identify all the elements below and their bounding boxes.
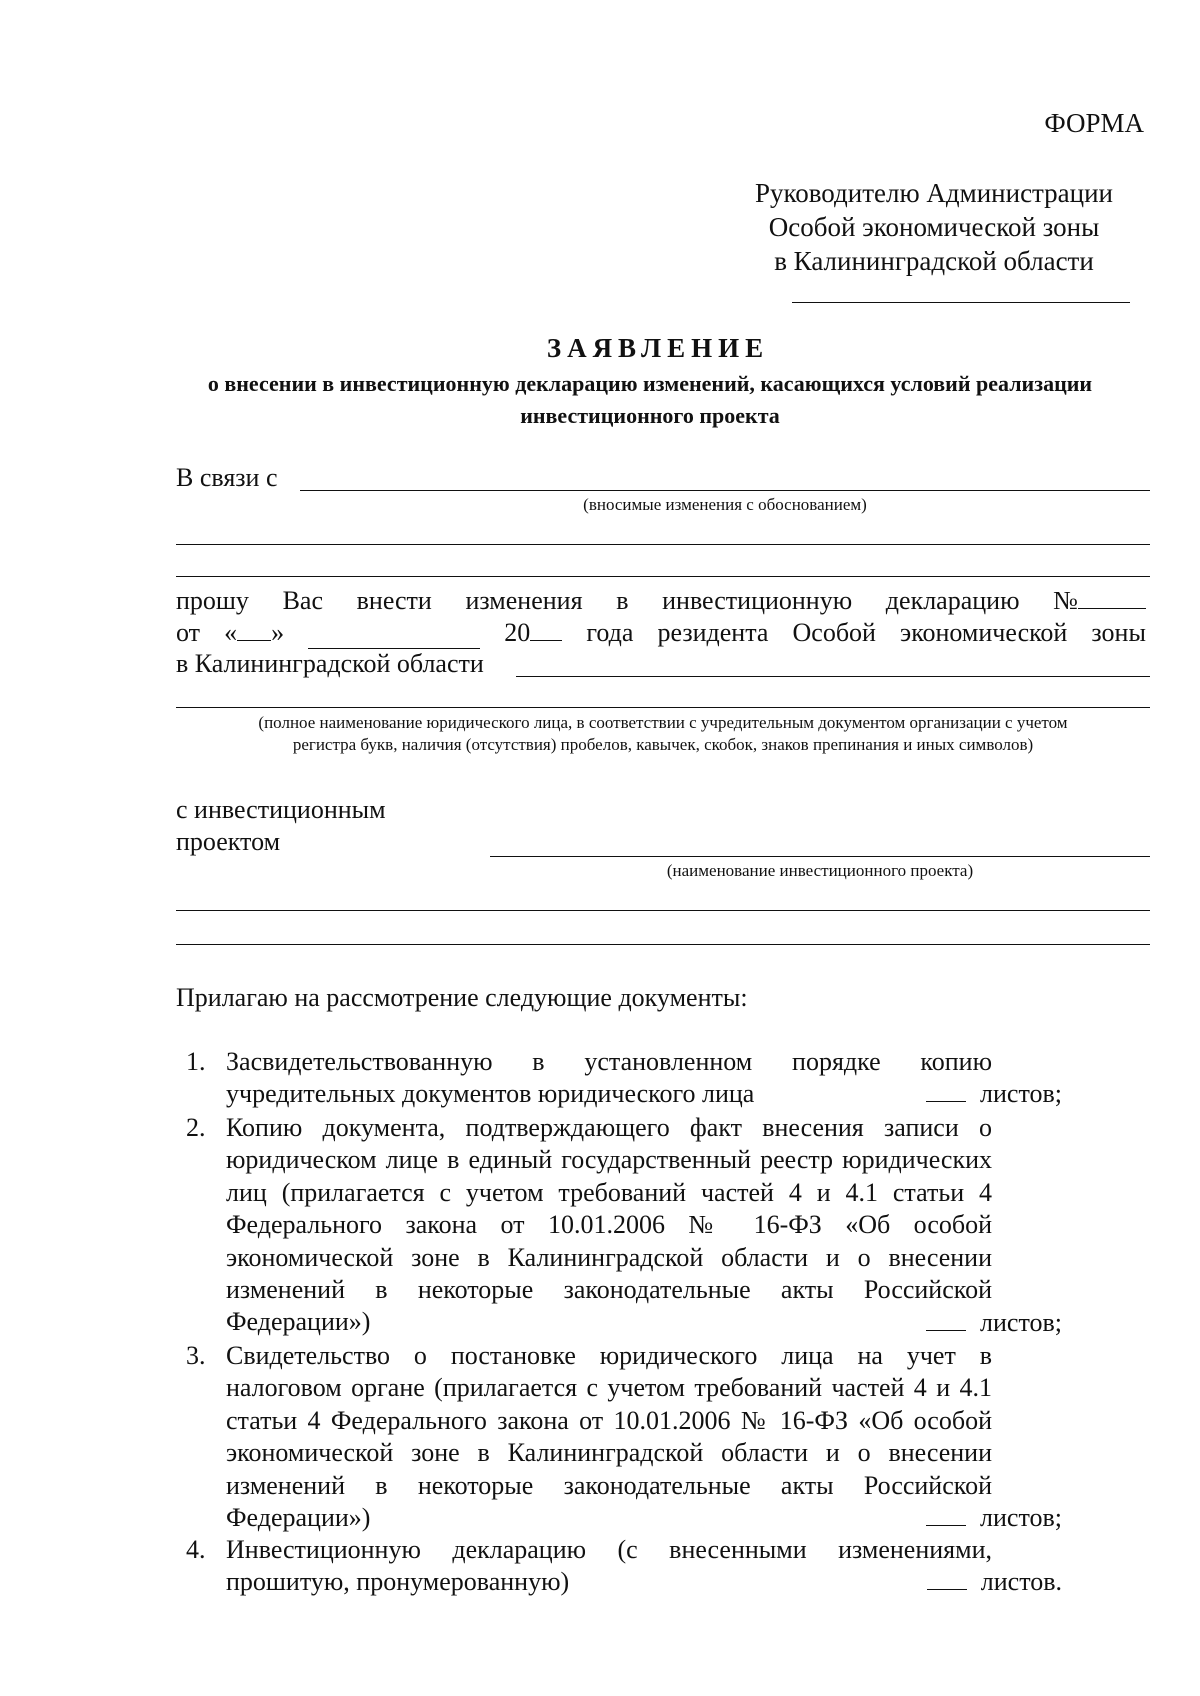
due-to-fill-line-2[interactable] — [176, 544, 1150, 545]
project-name-line-3[interactable] — [176, 944, 1150, 945]
form-label: ФОРМА — [1044, 108, 1144, 138]
addressee-block — [724, 176, 1144, 278]
request-word: экономической — [900, 618, 1068, 647]
date-month-blank[interactable] — [308, 624, 480, 649]
number-sign: № — [1053, 586, 1078, 615]
request-word: внести — [356, 586, 432, 615]
sheets-label: листов. — [980, 1567, 1062, 1596]
date-year-field — [504, 616, 562, 649]
document-number: 2. — [186, 1113, 206, 1142]
addressee-line-3: в Калининградской области — [774, 246, 1094, 276]
region-text: в Калининградской области — [176, 649, 484, 678]
sheets-label: листов; — [980, 1079, 1062, 1108]
quote-open: « — [224, 618, 238, 647]
document-title: ЗАЯВЛЕНИЕ — [546, 333, 770, 363]
document-number: 1. — [186, 1047, 206, 1076]
declaration-number-field — [1053, 584, 1146, 617]
project-name-line[interactable] — [490, 856, 1150, 857]
document-text: Инвестиционную декларацию (с внесенными изменениями, прошитую, пронумерованную) — [226, 1535, 992, 1597]
project-label-line-1: с инвестиционным — [176, 795, 386, 824]
document-number: 3. — [186, 1341, 206, 1370]
request-word: инвестиционную — [662, 586, 853, 615]
sheets-count-blank[interactable] — [926, 1503, 966, 1526]
document-item-3 — [186, 1340, 1062, 1536]
request-word: декларацию — [885, 586, 1020, 615]
declaration-number-blank[interactable] — [1078, 584, 1146, 609]
request-row-2 — [176, 616, 1146, 649]
company-caption-line-2: регистра букв, наличия (отсутствия) пробелов, кавычек, скобок, знаков препинания и иных символов) — [292, 735, 1034, 754]
project-label-line-2: проектом — [176, 827, 281, 856]
document-text: Свидетельство о постановке юридического лица на учет в налоговом органе (прилагается с учетом требований частей 4 и 4.1 статьи 4 Федерального закона от 10.01.2006 № 16-ФЗ «Об особой экономической зоне в Калининградской области и о внесении изменений в некоторые законодательные акты Российской Федерации») — [226, 1341, 992, 1533]
document-item-4 — [186, 1534, 1062, 1602]
sheets-count-field — [927, 1566, 1062, 1598]
addressee-line-2: Особой экономической зоны — [768, 212, 1100, 242]
request-word: резидента — [657, 618, 769, 647]
sheets-count-blank[interactable] — [926, 1079, 966, 1102]
sheets-count-field — [926, 1078, 1062, 1110]
addressee-line-1: Руководителю Администрации — [754, 178, 1114, 208]
request-word: прошу — [176, 586, 249, 615]
document-item-2 — [186, 1112, 1062, 1340]
sheets-label: листов; — [980, 1308, 1062, 1337]
request-row-1 — [176, 584, 1146, 617]
request-word: в — [616, 586, 629, 615]
due-to-caption: (вносимые изменения с обоснованием) — [583, 495, 867, 514]
request-word: Особой — [792, 618, 876, 647]
due-to-label: В связи с — [176, 463, 278, 492]
due-to-fill-line[interactable] — [300, 490, 1150, 491]
company-name-line[interactable] — [516, 676, 1150, 677]
addressee-name-line[interactable] — [792, 302, 1130, 303]
document-number: 4. — [186, 1535, 206, 1564]
request-word: Вас — [282, 586, 323, 615]
year-prefix: 20 — [504, 618, 531, 647]
sheets-count-field — [926, 1307, 1062, 1339]
date-from-label: от — [176, 618, 201, 647]
document-subtitle: о внесении в инвестиционную декларацию изменений, касающихся условий реализации инвестиционного проекта — [207, 371, 1093, 428]
company-name-line-2[interactable] — [176, 707, 1150, 708]
request-word: изменения — [465, 586, 583, 615]
project-caption: (наименование инвестиционного проекта) — [666, 861, 974, 880]
quote-close: » — [271, 618, 285, 647]
sheets-count-blank[interactable] — [927, 1567, 967, 1590]
project-name-line-2[interactable] — [176, 910, 1150, 911]
document-text: Копию документа, подтверждающего факт внесения записи о юридическом лице в единый государственный реестр юридических лиц (прилагается с учетом требований частей 4 и 4.1 статьи 4 Федерального закона от 10.01.2006 № 16-ФЗ «Об особой экономической зоне в Калининградской области и о внесении изменений в некоторые законодательные акты Российской Федерации») — [226, 1113, 992, 1337]
document-item-1 — [186, 1046, 1062, 1112]
sheets-label: листов; — [980, 1503, 1062, 1532]
company-caption-line-1: (полное наименование юридического лица, в соответствии с учредительным документом организации с учетом — [258, 713, 1068, 732]
document-text: Засвидетельствованную в установленном порядке копию учредительных документов юридического лица — [226, 1047, 992, 1109]
date-day-blank[interactable] — [237, 616, 271, 641]
date-year-blank[interactable] — [530, 616, 562, 641]
request-word: зоны — [1091, 618, 1146, 647]
sheets-count-blank[interactable] — [926, 1308, 966, 1331]
request-word: года — [586, 618, 634, 647]
sheets-count-field — [926, 1502, 1062, 1534]
due-to-fill-line-3[interactable] — [176, 576, 1150, 577]
attachments-intro: Прилагаю на рассмотрение следующие документы: — [176, 983, 748, 1012]
date-day-field — [224, 616, 284, 649]
